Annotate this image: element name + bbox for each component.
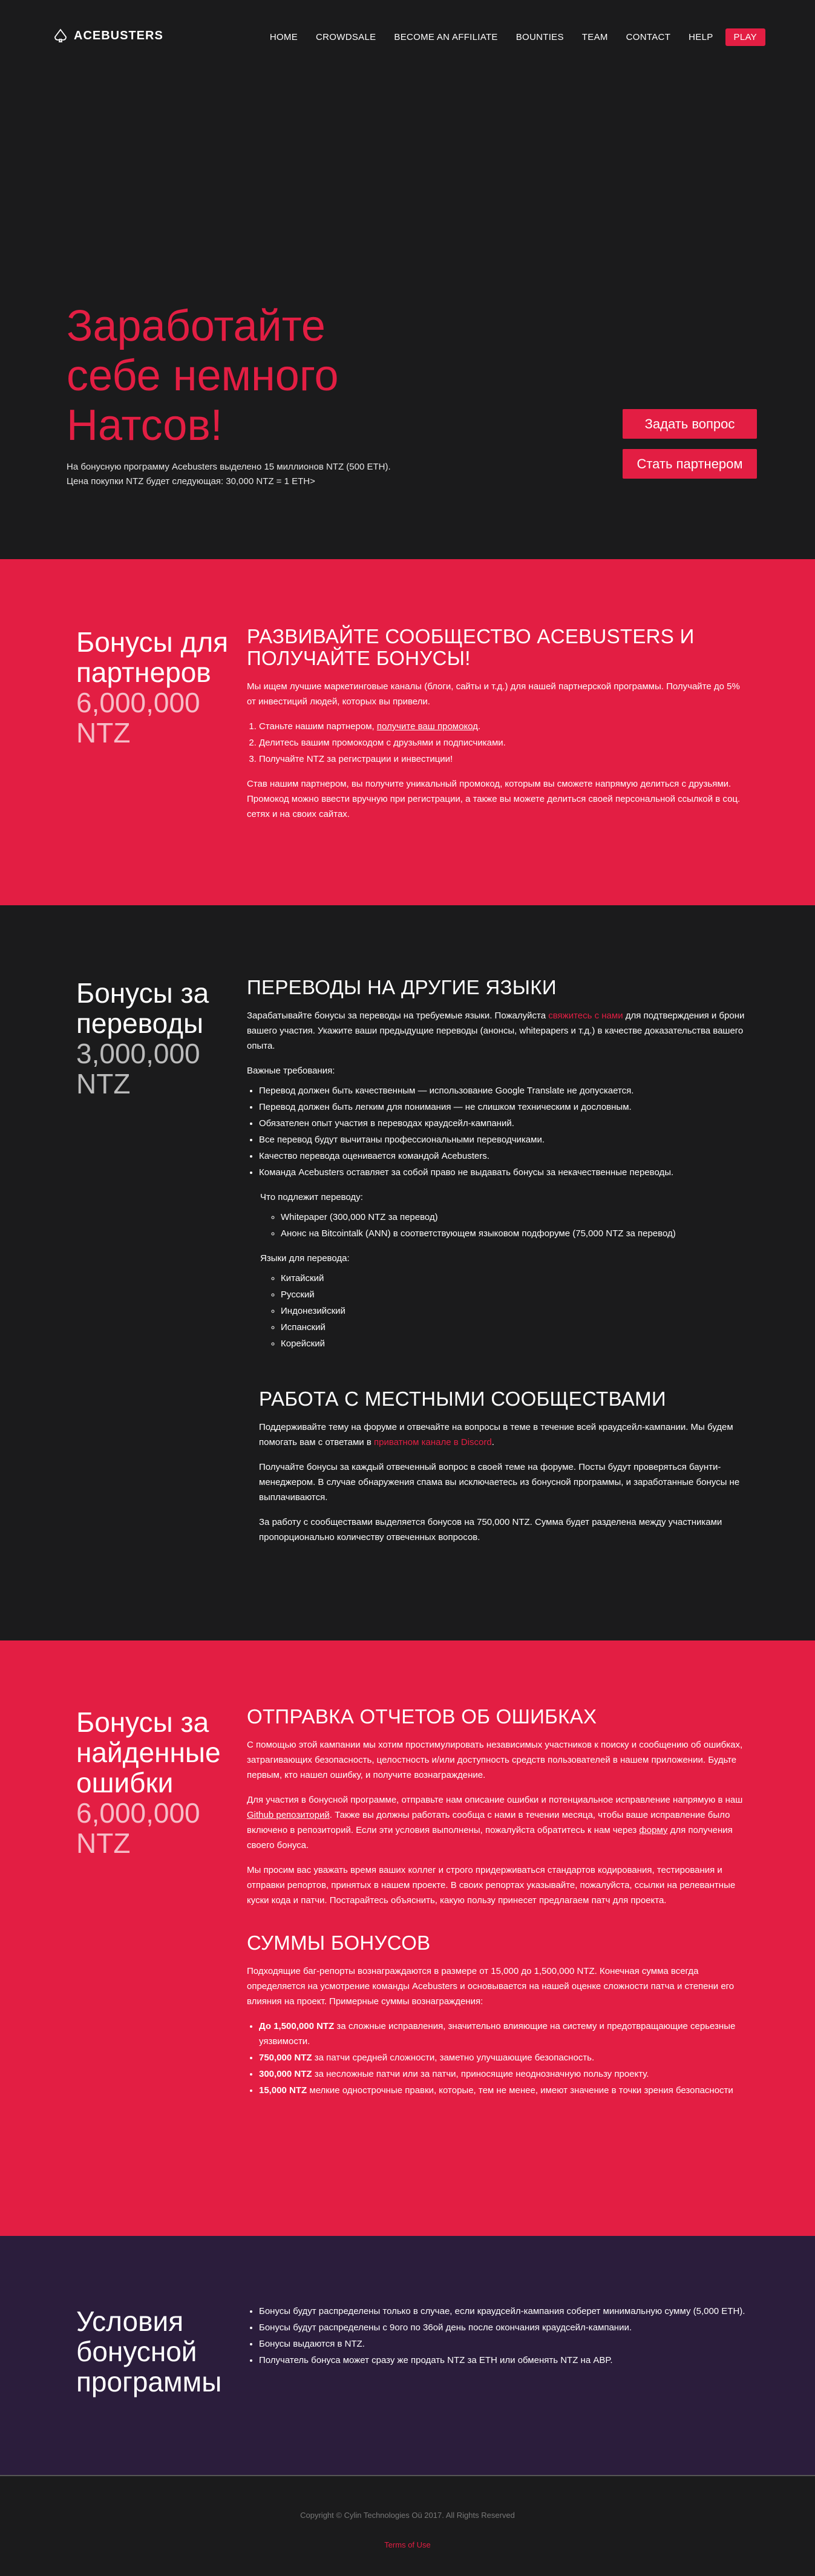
list-item: ◦ Русский <box>281 1287 749 1302</box>
bugs-content <box>247 1706 749 2108</box>
menu-item-home[interactable]: HOME <box>269 32 298 42</box>
partners-outro: Став нашим партнером, вы получите уникальный промокод, которым вы сможете напрямую делиться с друзьями. Промокод можно ввести вручную при регистрации, а также вы можете делиться своей персональной ссылкой в соц. сетях и на своих сайтах. <box>247 779 741 819</box>
communities-p3: За работу с сообществами выделяется бонусов на 750,000 NTZ. Сумма будет разделена между участниками пропорционально количеству отвеченных вопросов. <box>259 1517 722 1542</box>
menu-item-help[interactable]: HELP <box>689 32 713 42</box>
translations-title-block <box>76 978 258 1099</box>
conditions-title: Условия бонусной программы <box>76 2306 222 2397</box>
requirements-list <box>259 1083 749 1180</box>
bugs-p1: С помощью этой кампании мы хотим простимулировать независимых участников к поиску и сообщению об ошибках, затрагивающих безопасность, целостность и/или доступность средств пользователей в нашем приложении. Будьте первым, кто нашел ошибку, и получите вознаграждение. <box>247 1740 743 1780</box>
bugs-section <box>0 1640 815 2236</box>
menu-item-crowdsale[interactable]: CROWDSALE <box>316 32 376 42</box>
what-to-translate-list <box>281 1210 749 1241</box>
communities-p2: Получайте бонусы за каждый отвеченный вопрос в своей теме на форуме. Посты будут проверяться баунти-менеджером. В случае обнаружения спама вы исключаетесь из бонусной программы, и заработанные бонусы не выплачиваются. <box>259 1462 740 1503</box>
partners-heading: РАЗВИВАЙТЕ СООБЩЕСТВО ACEBUSTERS И ПОЛУЧАЙТЕ БОНУСЫ! <box>247 625 695 669</box>
communities-content <box>259 1388 749 1555</box>
bounty-rewards-list <box>259 2019 749 2098</box>
play-button[interactable]: PLAY <box>725 28 765 46</box>
hero-title: Заработайте себе немного Натсов! <box>67 302 339 450</box>
translations-heading: ПЕРЕВОДЫ НА ДРУГИЕ ЯЗЫКИ <box>247 976 557 998</box>
footer <box>0 2475 815 2576</box>
bugs-p2: Для участия в бонусной программе, отправьте нам описание ошибки и потенциальное исправление напрямую в наш Github репозиторий. Также вы должны работать сообща с нами в течении месяца, чтобы ваше исправление было включено в репозиторий. Если эти условия выполнены, пожалуйста обратитесь к нам через форму для получения своего бонуса. <box>247 1795 743 1850</box>
menu-item-affiliate[interactable]: BECOME AN AFFILIATE <box>394 32 498 42</box>
hero-section <box>0 77 815 559</box>
list-item: • Перевод должен быть легким для понимания — не слишком техническим и дословным. <box>259 1100 749 1115</box>
list-item: • Бонусы будут распределены с 9ого по 36ой день после окончания краудсейл-кампании. <box>259 2320 749 2335</box>
list-item: ◦ Испанский <box>281 1320 749 1335</box>
partners-content <box>247 626 749 831</box>
logo-text: ACEBUSTERS <box>74 28 163 42</box>
copyright: Copyright © Cylin Technologies Oü 2017. All Rights Reserved <box>300 2511 515 2520</box>
conditions-section <box>0 2236 815 2475</box>
list-item: ◦ Китайский <box>281 1271 749 1286</box>
languages-title: Языки для перевода: <box>260 1253 350 1263</box>
communities-p1: Поддерживайте тему на форуме и отвечайте на вопросы в теме в течение всей краудсейл-кампании. Мы будем помогать вам с ответами в приватном канале в Discord. <box>259 1422 733 1447</box>
partners-steps <box>259 719 749 767</box>
translations-amount: 3,000,000 NTZ <box>76 1038 200 1100</box>
hero-text <box>67 460 391 489</box>
become-partner-button[interactable]: Стать партнером <box>623 449 757 479</box>
menu-item-bounties[interactable]: BOUNTIES <box>516 32 564 42</box>
ask-question-button[interactable]: Задать вопрос <box>623 409 757 439</box>
list-item: • Обязателен опыт участия в переводах краудсейл-кампаний. <box>259 1116 749 1131</box>
requirements-title: Важные требования: <box>247 1066 335 1076</box>
list-item: • До 1,500,000 NTZ за сложные исправления, значительно влияющие на систему и предотвращающие серьезные уязвимости. <box>259 2019 749 2049</box>
conditions-list <box>259 2304 749 2368</box>
terms-of-use-link[interactable]: Terms of Use <box>384 2540 431 2549</box>
logo[interactable] <box>53 28 163 43</box>
translations-title: Бонусы за переводы <box>76 977 209 1039</box>
hero-line-allocation: На бонусную программу Acebusters выделено 15 миллионов NTZ (500 ETH). <box>67 462 391 472</box>
main-menu <box>252 28 765 46</box>
conditions-content <box>247 2304 749 2378</box>
translations-content <box>247 977 749 1361</box>
list-item: • Получатель бонуса может сразу же продать NTZ за ETH или обменять NTZ на ABP. <box>259 2353 749 2368</box>
menu-item-team[interactable]: TEAM <box>581 32 608 42</box>
conditions-title-block <box>76 2306 258 2397</box>
github-repo-link[interactable]: Github репозиторий <box>247 1810 330 1820</box>
top-nav <box>0 0 815 77</box>
bugs-amount: 6,000,000 NTZ <box>76 1797 200 1859</box>
bounty-amounts-intro: Подходящие баг-репорты вознаграждаются в размере от 15,000 до 1,500,000 NTZ. Конечная сумма всегда определяется на усмотрение команды Acebusters и основывается на нашей оценке сложности патча и степени его влияния на проект. Примерные суммы вознаграждения: <box>247 1966 735 2007</box>
partners-step: 1. Станьте нашим партнером, получите ваш промокод. <box>259 719 749 734</box>
form-link[interactable]: форму <box>639 1825 668 1835</box>
partners-step: 3. Получайте NTZ за регистрации и инвестиции! <box>259 752 749 767</box>
list-item: ◦ Индонезийский <box>281 1303 749 1319</box>
list-item: • 750,000 NTZ за патчи средней сложности, заметно улучшающие безопасность. <box>259 2050 749 2065</box>
list-item: ◦ Whitepaper (300,000 NTZ за перевод) <box>281 1210 749 1225</box>
communities-heading: РАБОТА С МЕСТНЫМИ СООБЩЕСТВАМИ <box>259 1388 666 1410</box>
partners-intro: Мы ищем лучшие маркетинговые каналы (блоги, сайты и т.д.) для нашей партнерской программы. Получайте до 5% от инвестиций людей, которых вы привели. <box>247 681 740 707</box>
list-item: • 300,000 NTZ за несложные патчи или за патчи, приносящие неоднозначную пользу проекту. <box>259 2066 749 2082</box>
partners-section <box>0 559 815 905</box>
translations-intro: Зарабатывайте бонусы за переводы на требуемые языки. Пожалуйста свяжитесь с нами для подтверждения и брони вашего участия. Укажите ваши предыдущие переводы (анонсы, whitepapers и т.д.) в качестве доказательства вашего опыта. <box>247 1011 745 1051</box>
spade-logo-icon <box>53 28 68 43</box>
what-to-translate-title: Что подлежит переводу: <box>260 1192 363 1202</box>
list-item: • Перевод должен быть качественным — использование Google Translate не допускается. <box>259 1083 749 1098</box>
menu-item-contact[interactable]: CONTACT <box>626 32 671 42</box>
partners-title-block <box>76 627 258 748</box>
bugs-p3: Мы просим вас уважать время ваших коллег и строго придерживаться стандартов кодирования, тестирования и отправки репортов, принятых в нашем проекте. В своих репортах указывайте, пожалуйста, ссылки на релевантные куски кода и патчи. Постарайтесь объяснить, какую пользу принесет предлагаем патч для проекта. <box>247 1865 736 1906</box>
discord-channel-link[interactable]: приватном канале в Discord <box>373 1437 492 1447</box>
bugs-title-block <box>76 1707 258 1858</box>
list-item: • Команда Acebusters оставляет за собой право не выдавать бонусы за некачественные переводы. <box>259 1165 749 1180</box>
partners-title: Бонусы для партнеров <box>76 626 229 688</box>
list-item: • Бонусы будут распределены только в случае, если краудсейл-кампания соберет минимальную сумму (5,000 ETH). <box>259 2304 749 2319</box>
translations-section <box>0 905 815 1640</box>
list-item: ◦ Анонс на Bitcointalk (ANN) в соответствующем языковом подфоруме (75,000 NTZ за перевод) <box>281 1226 749 1241</box>
list-item: ◦ Корейский <box>281 1336 749 1351</box>
translation-items-block <box>260 1190 749 1351</box>
partners-step: 2. Делитесь вашим промокодом с друзьями и подписчиками. <box>259 735 749 750</box>
list-item: • Все перевод будут вычитаны профессиональными переводчиками. <box>259 1132 749 1147</box>
languages-list <box>281 1271 749 1351</box>
contact-us-link[interactable]: свяжитесь с нами <box>548 1011 623 1021</box>
bugs-title: Бонусы за найденные ошибки <box>76 1706 221 1798</box>
hero-line-price: Цена покупки NTZ будет следующая: 30,000 NTZ = 1 ETH> <box>67 476 315 487</box>
partners-amount: 6,000,000 NTZ <box>76 687 200 749</box>
list-item: • 15,000 NTZ мелкие однострочные правки, которые, тем не менее, имеют значение в точки зрения безопасности <box>259 2083 749 2098</box>
bounty-amounts-heading: СУММЫ БОНУСОВ <box>247 1932 431 1954</box>
get-promo-code-link[interactable]: получите ваш промокод <box>376 721 478 732</box>
list-item: • Качество перевода оценивается командой Acebusters. <box>259 1149 749 1164</box>
list-item: • Бонусы выдаются в NTZ. <box>259 2336 749 2352</box>
bugs-heading: ОТПРАВКА ОТЧЕТОВ ОБ ОШИБКАХ <box>247 1705 597 1728</box>
